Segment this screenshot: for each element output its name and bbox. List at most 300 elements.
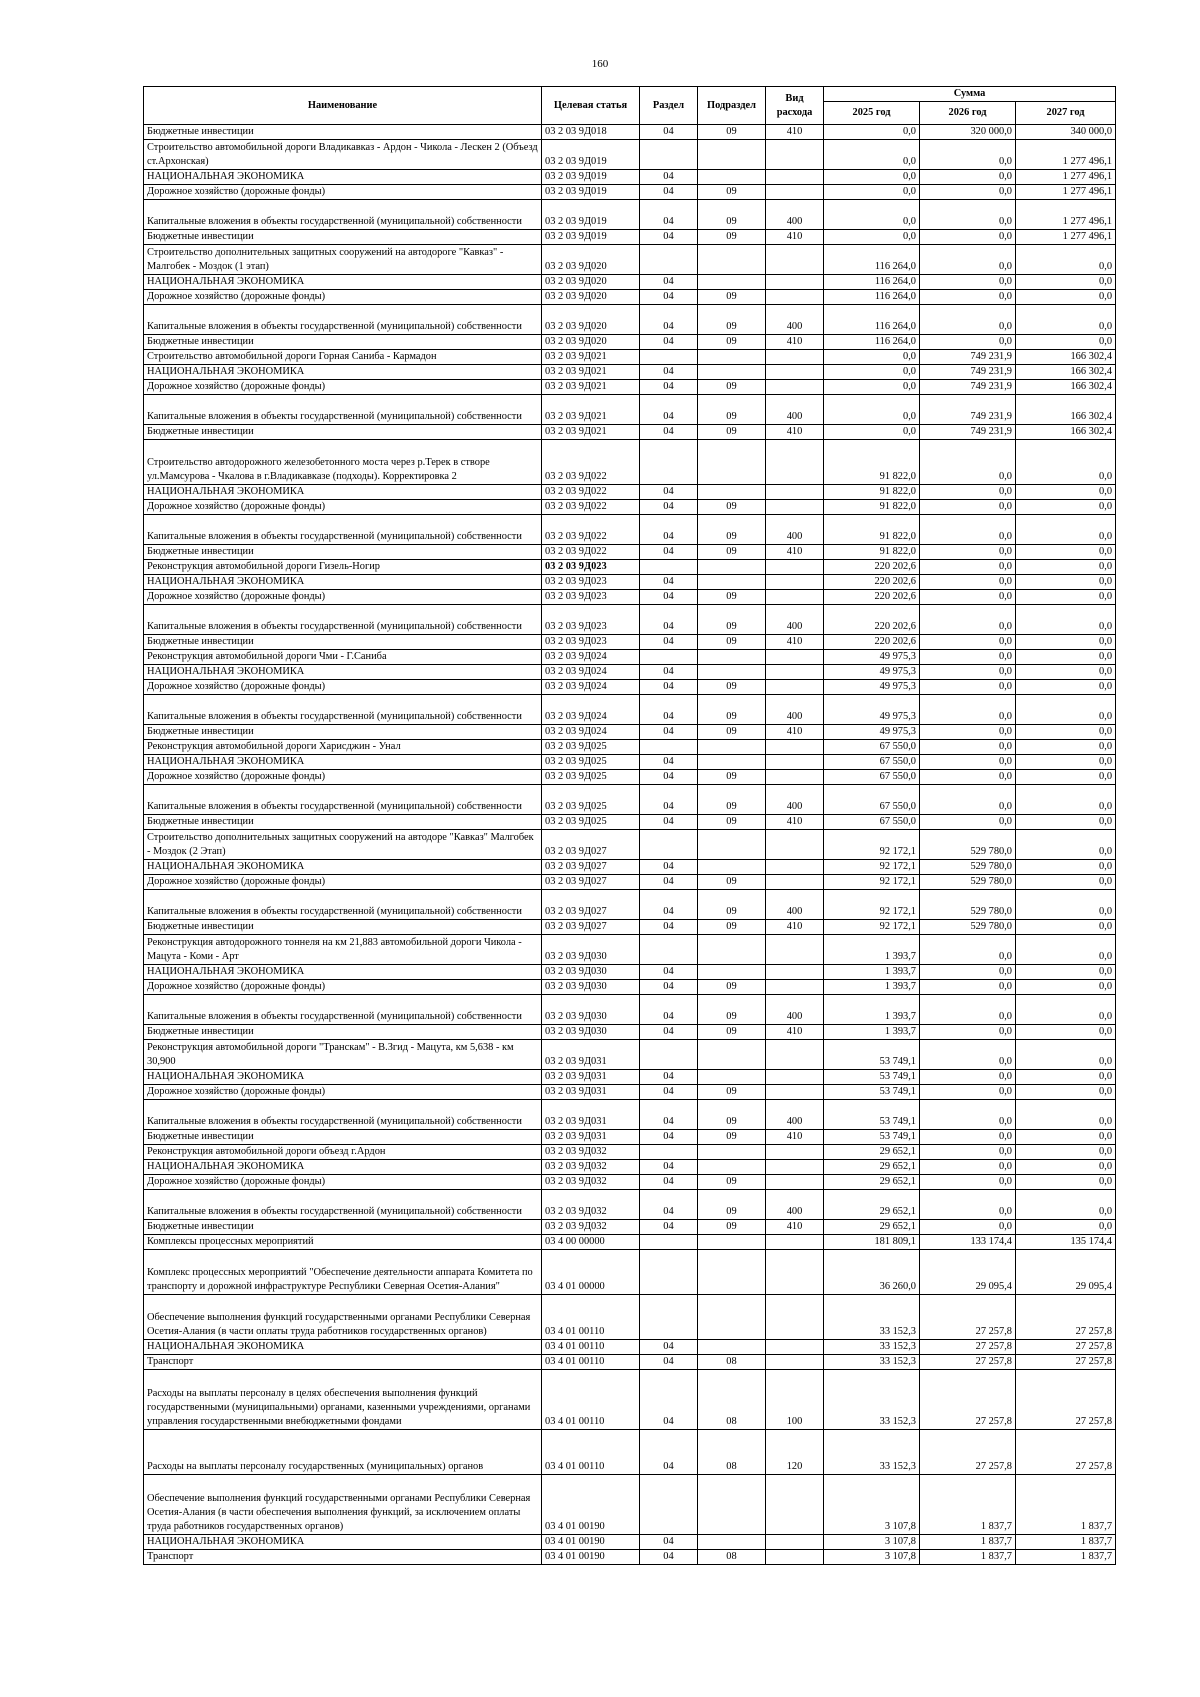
- row-subsection: [698, 1295, 766, 1340]
- row-name: Капитальные вложения в объекты государственной (муниципальной) собственности: [144, 605, 542, 635]
- row-expense-type: 400: [766, 395, 824, 425]
- row-target: 03 2 03 9Д018: [542, 125, 640, 140]
- row-target: 03 4 01 00190: [542, 1535, 640, 1550]
- row-sum-2026: 1 837,7: [920, 1550, 1016, 1565]
- row-name: НАЦИОНАЛЬНАЯ ЭКОНОМИКА: [144, 965, 542, 980]
- row-target: 03 2 03 9Д020: [542, 305, 640, 335]
- row-target: 03 4 00 00000: [542, 1235, 640, 1250]
- row-subsection: 09: [698, 695, 766, 725]
- row-name: Дорожное хозяйство (дорожные фонды): [144, 380, 542, 395]
- row-name: Бюджетные инвестиции: [144, 920, 542, 935]
- row-subsection: 09: [698, 335, 766, 350]
- table-row: [144, 635, 1116, 650]
- row-target: 03 2 03 9Д032: [542, 1175, 640, 1190]
- row-section: 04: [640, 335, 698, 350]
- row-section: 04: [640, 380, 698, 395]
- row-target: 03 2 03 9Д022: [542, 440, 640, 485]
- row-expense-type: [766, 965, 824, 980]
- header-2027: 2027 год: [1016, 102, 1116, 125]
- row-subsection: 09: [698, 185, 766, 200]
- row-sum-2026: 0,0: [920, 485, 1016, 500]
- row-expense-type: [766, 740, 824, 755]
- row-subsection: [698, 350, 766, 365]
- row-section: 04: [640, 1100, 698, 1130]
- row-name: Капитальные вложения в объекты государственной (муниципальной) собственности: [144, 305, 542, 335]
- row-sum-2026: 529 780,0: [920, 830, 1016, 860]
- row-name: Дорожное хозяйство (дорожные фонды): [144, 590, 542, 605]
- row-subsection: 09: [698, 590, 766, 605]
- row-sum-2026: 0,0: [920, 785, 1016, 815]
- table-row: [144, 575, 1116, 590]
- row-expense-type: 400: [766, 1100, 824, 1130]
- table-row: [144, 755, 1116, 770]
- row-name: Расходы на выплаты персоналу в целях обеспечения выполнения функций государственными (муниципальными) органами, казенными учреждениями, органами управления государственными внебюджетными фондами: [144, 1370, 542, 1430]
- row-sum-2027: 0,0: [1016, 1100, 1116, 1130]
- row-expense-type: [766, 170, 824, 185]
- table-row: [144, 650, 1116, 665]
- row-target: 03 2 03 9Д022: [542, 545, 640, 560]
- row-name: Обеспечение выполнения функций государственными органами Республики Северная Осетия-Алания (в части обеспечения выполнения функций, за исключением оплаты труда работников государственных органов): [144, 1475, 542, 1535]
- row-subsection: [698, 1475, 766, 1535]
- row-sum-2027: 0,0: [1016, 785, 1116, 815]
- row-section: 04: [640, 395, 698, 425]
- table-row: [144, 140, 1116, 170]
- row-sum-2026: 27 257,8: [920, 1295, 1016, 1340]
- row-sum-2027: 0,0: [1016, 1175, 1116, 1190]
- row-sum-2027: 0,0: [1016, 830, 1116, 860]
- row-sum-2026: 0,0: [920, 1040, 1016, 1070]
- row-name: Транспорт: [144, 1550, 542, 1565]
- row-sum-2025: 29 652,1: [824, 1220, 920, 1235]
- row-sum-2025: 33 152,3: [824, 1430, 920, 1475]
- row-section: 04: [640, 1340, 698, 1355]
- table-row: [144, 380, 1116, 395]
- row-target: 03 2 03 9Д023: [542, 590, 640, 605]
- row-sum-2025: 36 260,0: [824, 1250, 920, 1295]
- row-target: 03 2 03 9Д030: [542, 935, 640, 965]
- table-row: [144, 1535, 1116, 1550]
- row-name: Комплексы процессных мероприятий: [144, 1235, 542, 1250]
- row-target: 03 2 03 9Д024: [542, 725, 640, 740]
- row-section: [640, 245, 698, 275]
- row-section: 04: [640, 1025, 698, 1040]
- row-sum-2025: 0,0: [824, 365, 920, 380]
- row-subsection: [698, 1160, 766, 1175]
- row-name: Расходы на выплаты персоналу государственных (муниципальных) органов: [144, 1430, 542, 1475]
- row-sum-2025: 92 172,1: [824, 860, 920, 875]
- row-subsection: 09: [698, 230, 766, 245]
- table-row: [144, 590, 1116, 605]
- table-row: [144, 425, 1116, 440]
- row-subsection: [698, 1340, 766, 1355]
- row-sum-2026: 0,0: [920, 755, 1016, 770]
- row-sum-2025: 67 550,0: [824, 770, 920, 785]
- row-subsection: 09: [698, 635, 766, 650]
- table-row: [144, 125, 1116, 140]
- row-subsection: 09: [698, 1130, 766, 1145]
- row-subsection: 09: [698, 785, 766, 815]
- row-sum-2025: 116 264,0: [824, 305, 920, 335]
- row-section: 04: [640, 500, 698, 515]
- row-sum-2027: 0,0: [1016, 635, 1116, 650]
- row-sum-2025: 0,0: [824, 380, 920, 395]
- row-sum-2027: 0,0: [1016, 1025, 1116, 1040]
- row-name: НАЦИОНАЛЬНАЯ ЭКОНОМИКА: [144, 1535, 542, 1550]
- row-sum-2027: 0,0: [1016, 740, 1116, 755]
- row-sum-2025: 92 172,1: [824, 920, 920, 935]
- table-row: [144, 395, 1116, 425]
- row-target: 03 2 03 9Д021: [542, 395, 640, 425]
- row-subsection: [698, 365, 766, 380]
- row-section: [640, 830, 698, 860]
- row-expense-type: 410: [766, 920, 824, 935]
- row-expense-type: [766, 365, 824, 380]
- row-section: 04: [640, 1190, 698, 1220]
- row-sum-2027: 0,0: [1016, 590, 1116, 605]
- table-row: [144, 830, 1116, 860]
- row-target: 03 2 03 9Д022: [542, 485, 640, 500]
- row-target: 03 2 03 9Д030: [542, 965, 640, 980]
- row-name: Бюджетные инвестиции: [144, 1130, 542, 1145]
- row-sum-2025: 91 822,0: [824, 545, 920, 560]
- row-expense-type: [766, 755, 824, 770]
- row-sum-2026: 133 174,4: [920, 1235, 1016, 1250]
- row-target: 03 2 03 9Д019: [542, 170, 640, 185]
- row-sum-2025: 0,0: [824, 140, 920, 170]
- row-sum-2026: 0,0: [920, 995, 1016, 1025]
- table-row: [144, 1235, 1116, 1250]
- row-subsection: 09: [698, 1220, 766, 1235]
- row-subsection: 09: [698, 515, 766, 545]
- row-sum-2027: 0,0: [1016, 1040, 1116, 1070]
- row-sum-2026: 0,0: [920, 575, 1016, 590]
- row-sum-2026: 29 095,4: [920, 1250, 1016, 1295]
- row-subsection: [698, 650, 766, 665]
- row-section: 04: [640, 575, 698, 590]
- row-subsection: 09: [698, 770, 766, 785]
- row-name: Строительство дополнительных защитных сооружений на автодоре "Кавказ" Малгобек - Моздок (2 Этап): [144, 830, 542, 860]
- row-expense-type: 410: [766, 125, 824, 140]
- row-expense-type: [766, 875, 824, 890]
- row-sum-2027: 1 277 496,1: [1016, 200, 1116, 230]
- row-section: [640, 1145, 698, 1160]
- row-section: 04: [640, 605, 698, 635]
- row-name: Бюджетные инвестиции: [144, 125, 542, 140]
- table-row: [144, 695, 1116, 725]
- row-sum-2027: 0,0: [1016, 275, 1116, 290]
- row-name: Реконструкция автомобильной дороги объезд г.Ардон: [144, 1145, 542, 1160]
- row-sum-2026: 0,0: [920, 305, 1016, 335]
- row-expense-type: [766, 440, 824, 485]
- row-sum-2027: 0,0: [1016, 680, 1116, 695]
- row-sum-2027: 166 302,4: [1016, 380, 1116, 395]
- row-sum-2025: 91 822,0: [824, 485, 920, 500]
- row-name: Капитальные вложения в объекты государственной (муниципальной) собственности: [144, 395, 542, 425]
- row-sum-2025: 220 202,6: [824, 575, 920, 590]
- row-section: 04: [640, 230, 698, 245]
- row-expense-type: [766, 1040, 824, 1070]
- row-subsection: 08: [698, 1370, 766, 1430]
- table-row: [144, 245, 1116, 275]
- row-sum-2026: 0,0: [920, 965, 1016, 980]
- row-expense-type: 400: [766, 890, 824, 920]
- row-sum-2026: 0,0: [920, 695, 1016, 725]
- row-subsection: 09: [698, 920, 766, 935]
- row-sum-2025: 3 107,8: [824, 1535, 920, 1550]
- row-section: 04: [640, 725, 698, 740]
- row-sum-2027: 0,0: [1016, 1145, 1116, 1160]
- header-sum: Сумма: [824, 87, 1116, 102]
- row-subsection: 09: [698, 125, 766, 140]
- table-row: [144, 980, 1116, 995]
- row-sum-2025: 0,0: [824, 125, 920, 140]
- table-row: [144, 770, 1116, 785]
- row-name: НАЦИОНАЛЬНАЯ ЭКОНОМИКА: [144, 755, 542, 770]
- row-sum-2026: 0,0: [920, 680, 1016, 695]
- row-name: Капитальные вложения в объекты государственной (муниципальной) собственности: [144, 785, 542, 815]
- row-sum-2027: 0,0: [1016, 515, 1116, 545]
- row-sum-2027: 0,0: [1016, 980, 1116, 995]
- row-section: 04: [640, 185, 698, 200]
- row-subsection: [698, 1040, 766, 1070]
- row-sum-2027: 1 277 496,1: [1016, 140, 1116, 170]
- table-row: [144, 1025, 1116, 1040]
- row-sum-2025: 0,0: [824, 425, 920, 440]
- row-expense-type: [766, 1535, 824, 1550]
- row-section: 04: [640, 1535, 698, 1550]
- row-target: 03 2 03 9Д032: [542, 1190, 640, 1220]
- row-section: 04: [640, 1130, 698, 1145]
- row-name: Капитальные вложения в объекты государственной (муниципальной) собственности: [144, 1190, 542, 1220]
- row-sum-2027: 0,0: [1016, 335, 1116, 350]
- row-subsection: [698, 140, 766, 170]
- row-sum-2026: 0,0: [920, 230, 1016, 245]
- row-section: 04: [640, 1070, 698, 1085]
- row-sum-2025: 181 809,1: [824, 1235, 920, 1250]
- row-sum-2027: 0,0: [1016, 995, 1116, 1025]
- table-row: [144, 1160, 1116, 1175]
- row-section: 04: [640, 590, 698, 605]
- row-sum-2026: 749 231,9: [920, 365, 1016, 380]
- row-section: [640, 1040, 698, 1070]
- table-row: [144, 1100, 1116, 1130]
- table-row: [144, 1550, 1116, 1565]
- row-sum-2026: 1 837,7: [920, 1475, 1016, 1535]
- row-subsection: 09: [698, 980, 766, 995]
- row-target: 03 2 03 9Д020: [542, 275, 640, 290]
- row-sum-2025: 53 749,1: [824, 1070, 920, 1085]
- row-section: [640, 650, 698, 665]
- row-sum-2027: 27 257,8: [1016, 1430, 1116, 1475]
- row-section: 04: [640, 755, 698, 770]
- row-name: Бюджетные инвестиции: [144, 230, 542, 245]
- row-sum-2026: 1 837,7: [920, 1535, 1016, 1550]
- row-sum-2025: 220 202,6: [824, 560, 920, 575]
- row-section: [640, 560, 698, 575]
- row-expense-type: [766, 350, 824, 365]
- row-sum-2026: 0,0: [920, 200, 1016, 230]
- row-name: Дорожное хозяйство (дорожные фонды): [144, 500, 542, 515]
- row-expense-type: [766, 1235, 824, 1250]
- row-sum-2027: 0,0: [1016, 890, 1116, 920]
- row-expense-type: [766, 650, 824, 665]
- row-target: 03 2 03 9Д024: [542, 695, 640, 725]
- row-sum-2027: 0,0: [1016, 815, 1116, 830]
- row-sum-2026: 0,0: [920, 1220, 1016, 1235]
- row-target: 03 4 01 00110: [542, 1370, 640, 1430]
- row-subsection: 09: [698, 1175, 766, 1190]
- table-row: [144, 200, 1116, 230]
- row-expense-type: [766, 1160, 824, 1175]
- row-name: Реконструкция автомобильной дороги Харисджин - Унал: [144, 740, 542, 755]
- row-subsection: 09: [698, 305, 766, 335]
- row-sum-2026: 0,0: [920, 545, 1016, 560]
- row-sum-2027: 135 174,4: [1016, 1235, 1116, 1250]
- row-target: 03 4 01 00110: [542, 1430, 640, 1475]
- row-name: НАЦИОНАЛЬНАЯ ЭКОНОМИКА: [144, 575, 542, 590]
- row-sum-2027: 0,0: [1016, 770, 1116, 785]
- row-section: 04: [640, 545, 698, 560]
- row-section: [640, 1475, 698, 1535]
- row-sum-2026: 0,0: [920, 500, 1016, 515]
- table-row: [144, 1430, 1116, 1475]
- table-row: [144, 350, 1116, 365]
- table-row: [144, 920, 1116, 935]
- row-target: 03 2 03 9Д027: [542, 860, 640, 875]
- row-expense-type: [766, 1355, 824, 1370]
- row-subsection: [698, 1145, 766, 1160]
- row-section: [640, 1250, 698, 1295]
- row-sum-2026: 529 780,0: [920, 860, 1016, 875]
- table-row: [144, 890, 1116, 920]
- row-expense-type: 400: [766, 1190, 824, 1220]
- table-row: [144, 440, 1116, 485]
- row-expense-type: 400: [766, 695, 824, 725]
- table-row: [144, 170, 1116, 185]
- row-section: 04: [640, 875, 698, 890]
- row-sum-2027: 1 277 496,1: [1016, 185, 1116, 200]
- row-sum-2027: 29 095,4: [1016, 1250, 1116, 1295]
- row-section: 04: [640, 920, 698, 935]
- row-sum-2026: 0,0: [920, 170, 1016, 185]
- row-section: 04: [640, 860, 698, 875]
- row-sum-2025: 53 749,1: [824, 1100, 920, 1130]
- row-sum-2025: 33 152,3: [824, 1370, 920, 1430]
- row-expense-type: [766, 485, 824, 500]
- row-sum-2025: 67 550,0: [824, 815, 920, 830]
- row-name: Капитальные вложения в объекты государственной (муниципальной) собственности: [144, 1100, 542, 1130]
- row-sum-2027: 0,0: [1016, 875, 1116, 890]
- row-sum-2026: 0,0: [920, 770, 1016, 785]
- row-name: Капитальные вложения в объекты государственной (муниципальной) собственности: [144, 695, 542, 725]
- row-sum-2027: 0,0: [1016, 650, 1116, 665]
- row-target: 03 2 03 9Д023: [542, 635, 640, 650]
- row-sum-2026: 0,0: [920, 1085, 1016, 1100]
- row-sum-2027: 1 837,7: [1016, 1535, 1116, 1550]
- row-target: 03 2 03 9Д031: [542, 1085, 640, 1100]
- row-sum-2026: 529 780,0: [920, 890, 1016, 920]
- row-sum-2025: 53 749,1: [824, 1130, 920, 1145]
- row-section: 04: [640, 890, 698, 920]
- row-sum-2025: 1 393,7: [824, 935, 920, 965]
- row-sum-2025: 3 107,8: [824, 1550, 920, 1565]
- row-name: НАЦИОНАЛЬНАЯ ЭКОНОМИКА: [144, 860, 542, 875]
- row-expense-type: 400: [766, 515, 824, 545]
- row-target: 03 2 03 9Д021: [542, 425, 640, 440]
- row-expense-type: 120: [766, 1430, 824, 1475]
- row-sum-2026: 0,0: [920, 725, 1016, 740]
- row-sum-2027: 0,0: [1016, 1130, 1116, 1145]
- row-target: 03 2 03 9Д031: [542, 1100, 640, 1130]
- row-target: 03 4 01 00000: [542, 1250, 640, 1295]
- row-name: Дорожное хозяйство (дорожные фонды): [144, 290, 542, 305]
- table-row: [144, 860, 1116, 875]
- row-target: 03 2 03 9Д027: [542, 890, 640, 920]
- row-sum-2027: 0,0: [1016, 245, 1116, 275]
- row-target: 03 2 03 9Д032: [542, 1160, 640, 1175]
- row-sum-2026: 0,0: [920, 980, 1016, 995]
- row-subsection: [698, 935, 766, 965]
- row-name: НАЦИОНАЛЬНАЯ ЭКОНОМИКА: [144, 275, 542, 290]
- row-expense-type: [766, 770, 824, 785]
- row-sum-2025: 29 652,1: [824, 1145, 920, 1160]
- header-expense-type: Вид расхода: [766, 87, 824, 125]
- row-section: 04: [640, 485, 698, 500]
- row-sum-2026: 0,0: [920, 1190, 1016, 1220]
- row-sum-2026: 529 780,0: [920, 920, 1016, 935]
- row-subsection: 08: [698, 1355, 766, 1370]
- table-row: [144, 230, 1116, 245]
- row-subsection: [698, 665, 766, 680]
- row-subsection: 09: [698, 200, 766, 230]
- row-sum-2027: 166 302,4: [1016, 350, 1116, 365]
- row-name: Бюджетные инвестиции: [144, 335, 542, 350]
- row-name: НАЦИОНАЛЬНАЯ ЭКОНОМИКА: [144, 170, 542, 185]
- row-sum-2025: 0,0: [824, 200, 920, 230]
- row-expense-type: [766, 1085, 824, 1100]
- row-sum-2027: 0,0: [1016, 545, 1116, 560]
- table-row: [144, 1175, 1116, 1190]
- row-expense-type: 400: [766, 605, 824, 635]
- row-name: Строительство автомобильной дороги Горная Саниба - Кармадон: [144, 350, 542, 365]
- row-target: 03 2 03 9Д022: [542, 515, 640, 545]
- row-sum-2025: 0,0: [824, 170, 920, 185]
- row-section: 04: [640, 1370, 698, 1430]
- row-sum-2025: 29 652,1: [824, 1160, 920, 1175]
- row-sum-2027: 0,0: [1016, 500, 1116, 515]
- row-sum-2025: 49 975,3: [824, 680, 920, 695]
- row-subsection: 09: [698, 890, 766, 920]
- row-sum-2026: 0,0: [920, 1145, 1016, 1160]
- row-sum-2026: 0,0: [920, 590, 1016, 605]
- table-row: [144, 275, 1116, 290]
- row-expense-type: [766, 590, 824, 605]
- row-sum-2026: 749 231,9: [920, 395, 1016, 425]
- row-target: 03 2 03 9Д020: [542, 290, 640, 305]
- row-sum-2025: 49 975,3: [824, 725, 920, 740]
- row-subsection: [698, 830, 766, 860]
- row-section: 04: [640, 425, 698, 440]
- row-expense-type: [766, 860, 824, 875]
- row-sum-2025: 49 975,3: [824, 665, 920, 680]
- row-target: 03 2 03 9Д023: [542, 560, 640, 575]
- row-subsection: [698, 1235, 766, 1250]
- row-sum-2026: 0,0: [920, 650, 1016, 665]
- row-section: 04: [640, 815, 698, 830]
- row-section: [640, 740, 698, 755]
- row-sum-2027: 166 302,4: [1016, 425, 1116, 440]
- row-name: Бюджетные инвестиции: [144, 425, 542, 440]
